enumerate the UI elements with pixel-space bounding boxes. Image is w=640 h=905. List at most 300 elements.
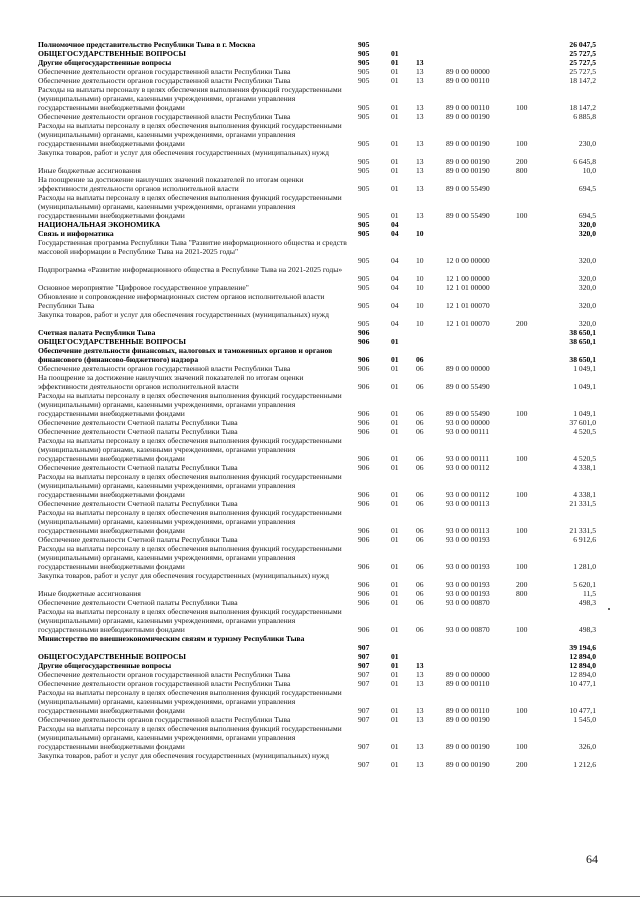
table-row xyxy=(0,40,640,49)
column-glava: 905 xyxy=(358,274,370,283)
column-podrazdel: 10 xyxy=(416,274,424,283)
column-glava: 906 xyxy=(358,490,370,499)
column-amount: 38 650,1 xyxy=(569,328,596,337)
column-target-article: 89 0 00 00110 xyxy=(446,76,490,85)
table-row xyxy=(0,499,640,508)
column-amount: 5 620,1 xyxy=(573,580,596,589)
column-amount: 25 727,5 xyxy=(569,67,596,76)
column-target-article: 93 0 00 00193 xyxy=(446,589,490,598)
column-razdel: 01 xyxy=(391,535,399,544)
row-name: Обеспечение деятельности органов государственной власти Республики Тыва xyxy=(38,67,291,76)
column-target-article: 89 0 00 55490 xyxy=(446,409,490,418)
table-row xyxy=(0,751,640,769)
column-podrazdel: 13 xyxy=(416,211,424,220)
column-expense-type: 200 xyxy=(516,580,528,589)
column-expense-type: 100 xyxy=(516,211,528,220)
column-amount: 38 650,1 xyxy=(569,337,596,346)
column-glava: 905 xyxy=(358,283,370,292)
table-row xyxy=(0,58,640,67)
column-razdel: 01 xyxy=(391,652,399,661)
table-row xyxy=(0,472,640,499)
column-razdel: 01 xyxy=(391,562,399,571)
column-expense-type: 800 xyxy=(516,589,528,598)
column-target-article: 12 1 01 00000 xyxy=(446,283,490,292)
row-name: Расходы на выплаты персоналу в целях обеспечения выполнения функций государственными (муниципальными) органами, казенными учреждениями, органами управления государственными внебюджетными фондами xyxy=(38,508,342,535)
column-amount: 12 894,0 xyxy=(569,652,596,661)
table-row xyxy=(0,535,640,544)
column-razdel: 01 xyxy=(391,355,399,364)
column-amount: 694,5 xyxy=(578,184,596,193)
row-name: Расходы на выплаты персоналу в целях обеспечения выполнения функций государственными (муниципальными) органами, казенными учреждениями, органами управления государственными внебюджетными фондами xyxy=(38,688,342,715)
column-podrazdel: 06 xyxy=(416,418,424,427)
table-row xyxy=(0,661,640,670)
column-glava: 905 xyxy=(358,49,370,58)
table-row xyxy=(0,67,640,76)
row-name: Обеспечение деятельности органов государственной власти Республики Тыва xyxy=(38,715,291,724)
column-target-article: 12 1 00 00000 xyxy=(446,274,490,283)
table-row xyxy=(0,634,640,652)
column-glava: 905 xyxy=(358,40,370,49)
table-row xyxy=(0,49,640,58)
column-razdel: 01 xyxy=(391,589,399,598)
column-glava: 906 xyxy=(358,589,370,598)
column-glava: 906 xyxy=(358,463,370,472)
column-amount: 12 894,0 xyxy=(569,670,596,679)
column-razdel: 01 xyxy=(391,526,399,535)
table-row xyxy=(0,652,640,661)
column-target-article: 93 0 00 00113 xyxy=(446,499,490,508)
column-amount: 39 194,6 xyxy=(569,643,596,652)
column-glava: 906 xyxy=(358,409,370,418)
column-amount: 4 520,5 xyxy=(573,454,596,463)
column-amount: 21 331,5 xyxy=(569,526,596,535)
column-podrazdel: 10 xyxy=(416,256,424,265)
column-podrazdel: 13 xyxy=(416,661,424,670)
column-expense-type: 100 xyxy=(516,139,528,148)
column-glava: 906 xyxy=(358,364,370,373)
column-glava: 905 xyxy=(358,229,370,238)
table-row xyxy=(0,229,640,238)
column-target-article: 93 0 00 00112 xyxy=(446,463,490,472)
column-glava: 907 xyxy=(358,679,370,688)
row-name: Полномочное представительство Республики Тыва в г. Москва xyxy=(38,40,256,49)
page-bottom-rule xyxy=(0,896,640,897)
column-razdel: 04 xyxy=(391,256,399,265)
column-amount: 18 147,2 xyxy=(569,103,596,112)
column-amount: 38 650,1 xyxy=(569,355,596,364)
table-row xyxy=(0,724,640,751)
column-razdel: 04 xyxy=(391,220,399,229)
row-name: Расходы на выплаты персоналу в целях обеспечения выполнения функций государственными (муниципальными) органами, казенными учреждениями, органами управления государственными внебюджетными фондами xyxy=(38,85,342,112)
column-glava: 907 xyxy=(358,742,370,751)
table-row xyxy=(0,688,640,715)
column-razdel: 04 xyxy=(391,274,399,283)
column-razdel: 01 xyxy=(391,409,399,418)
column-expense-type: 200 xyxy=(516,319,528,328)
column-glava: 907 xyxy=(358,652,370,661)
column-amount: 1 049,1 xyxy=(573,364,596,373)
column-glava: 906 xyxy=(358,598,370,607)
row-name: Закупка товаров, работ и услуг для обеспечения государственных (муниципальных) нужд xyxy=(38,571,329,580)
row-name: Обеспечение деятельности Счетной палаты Республики Тыва xyxy=(38,499,238,508)
column-target-article: 89 0 00 00000 xyxy=(446,364,490,373)
column-target-article: 89 0 00 00190 xyxy=(446,742,490,751)
column-glava: 906 xyxy=(358,535,370,544)
column-expense-type: 100 xyxy=(516,526,528,535)
column-amount: 320,0 xyxy=(578,220,596,229)
column-podrazdel: 13 xyxy=(416,112,424,121)
column-podrazdel: 13 xyxy=(416,670,424,679)
table-row xyxy=(0,418,640,427)
row-name: Государственная программа Республики Тыва "Развитие информационного общества и средств массовой информации в Республике Тыва на 2021-2025 годы" xyxy=(38,238,347,256)
column-podrazdel: 13 xyxy=(416,742,424,751)
table-row xyxy=(0,670,640,679)
column-amount: 6 885,8 xyxy=(573,112,596,121)
column-amount: 10 477,1 xyxy=(569,706,596,715)
table-row xyxy=(0,391,640,418)
column-razdel: 01 xyxy=(391,337,399,346)
column-target-article: 89 0 00 00000 xyxy=(446,67,490,76)
column-razdel: 01 xyxy=(391,184,399,193)
column-glava: 906 xyxy=(358,418,370,427)
column-expense-type: 100 xyxy=(516,625,528,634)
column-podrazdel: 06 xyxy=(416,355,424,364)
row-name: Обеспечение деятельности Счетной палаты Республики Тыва xyxy=(38,535,238,544)
column-amount: 320,0 xyxy=(578,301,596,310)
table-row xyxy=(0,508,640,535)
column-amount: 37 601,0 xyxy=(569,418,596,427)
column-glava: 906 xyxy=(358,382,370,391)
column-glava: 905 xyxy=(358,58,370,67)
row-name: Расходы на выплаты персоналу в целях обеспечения выполнения функций государственными (муниципальными) органами, казенными учреждениями, органами управления государственными внебюджетными фондами xyxy=(38,544,342,571)
column-target-article: 89 0 00 55490 xyxy=(446,211,490,220)
table-row xyxy=(0,175,640,193)
column-expense-type: 800 xyxy=(516,166,528,175)
table-row xyxy=(0,544,640,571)
column-amount: 4 338,1 xyxy=(573,463,596,472)
column-glava: 907 xyxy=(358,715,370,724)
table-row xyxy=(0,427,640,436)
column-podrazdel: 06 xyxy=(416,382,424,391)
column-amount: 10 477,1 xyxy=(569,679,596,688)
column-glava: 906 xyxy=(358,328,370,337)
column-podrazdel: 06 xyxy=(416,526,424,535)
table-row xyxy=(0,193,640,220)
table-row xyxy=(0,364,640,373)
row-name: Иные бюджетные ассигнования xyxy=(38,166,141,175)
column-target-article: 89 0 00 00110 xyxy=(446,103,490,112)
column-target-article: 89 0 00 00190 xyxy=(446,166,490,175)
column-razdel: 04 xyxy=(391,319,399,328)
column-razdel: 04 xyxy=(391,229,399,238)
column-amount: 11,5 xyxy=(582,589,596,598)
column-amount: 320,0 xyxy=(578,283,596,292)
column-glava: 905 xyxy=(358,166,370,175)
column-razdel: 01 xyxy=(391,499,399,508)
column-target-article: 93 0 00 00000 xyxy=(446,418,490,427)
column-podrazdel: 13 xyxy=(416,166,424,175)
column-target-article: 89 0 00 55490 xyxy=(446,382,490,391)
column-podrazdel: 13 xyxy=(416,139,424,148)
column-amount: 18 147,2 xyxy=(569,76,596,85)
table-row xyxy=(0,679,640,688)
column-podrazdel: 06 xyxy=(416,364,424,373)
column-amount: 6 912,6 xyxy=(573,535,596,544)
row-name: Министерство по внешнеэкономическим связям и туризму Республики Тыва xyxy=(38,634,305,643)
column-podrazdel: 06 xyxy=(416,427,424,436)
column-podrazdel: 13 xyxy=(416,706,424,715)
column-razdel: 01 xyxy=(391,58,399,67)
column-amount: 26 047,5 xyxy=(569,40,596,49)
column-podrazdel: 13 xyxy=(416,76,424,85)
table-row xyxy=(0,112,640,121)
table-row xyxy=(0,148,640,166)
row-name: Обеспечение деятельности Счетной палаты Республики Тыва xyxy=(38,427,238,436)
column-podrazdel: 13 xyxy=(416,679,424,688)
row-name: Расходы на выплаты персоналу в целях обеспечения выполнения функций государственными (муниципальными) органами, казенными учреждениями, органами управления государственными внебюджетными фондами xyxy=(38,121,342,148)
column-glava: 905 xyxy=(358,112,370,121)
table-row xyxy=(0,589,640,598)
column-razdel: 01 xyxy=(391,580,399,589)
row-name: Расходы на выплаты персоналу в целях обеспечения выполнения функций государственными (муниципальными) органами, казенными учреждениями, органами управления государственными внебюджетными фондами xyxy=(38,436,342,463)
column-glava: 907 xyxy=(358,670,370,679)
column-target-article: 93 0 00 00870 xyxy=(446,598,490,607)
table-row xyxy=(0,436,640,463)
table-row xyxy=(0,328,640,337)
column-glava: 906 xyxy=(358,454,370,463)
row-name: Другие общегосударственные вопросы xyxy=(38,661,172,670)
column-razdel: 01 xyxy=(391,463,399,472)
column-glava: 907 xyxy=(358,706,370,715)
row-name: Основное мероприятие "Цифровое государственное управление" xyxy=(38,283,249,292)
column-razdel: 01 xyxy=(391,661,399,670)
column-target-article: 93 0 00 00193 xyxy=(446,580,490,589)
table-row xyxy=(0,121,640,148)
column-glava: 905 xyxy=(358,139,370,148)
row-name: Обеспечение деятельности Счетной палаты Республики Тыва xyxy=(38,598,238,607)
row-name: Расходы на выплаты персоналу в целях обеспечения выполнения функций государственными (муниципальными) органами, казенными учреждениями, органами управления государственными внебюджетными фондами xyxy=(38,193,342,220)
column-glava: 905 xyxy=(358,220,370,229)
column-target-article: 93 0 00 00111 xyxy=(446,427,490,436)
column-expense-type: 100 xyxy=(516,490,528,499)
row-name: Обеспечение деятельности финансовых, налоговых и таможенных органов и органов финансового (финансово-бюджетного) надзора xyxy=(38,346,333,364)
column-glava: 905 xyxy=(358,184,370,193)
column-podrazdel: 13 xyxy=(416,103,424,112)
row-name: ОБЩЕГОСУДАРСТВЕННЫЕ ВОПРОСЫ xyxy=(38,337,186,346)
column-glava: 905 xyxy=(358,76,370,85)
row-name: Другие общегосударственные вопросы xyxy=(38,58,172,67)
column-podrazdel: 10 xyxy=(416,283,424,292)
column-amount: 320,0 xyxy=(578,256,596,265)
column-target-article: 93 0 00 00112 xyxy=(446,490,490,499)
column-podrazdel: 06 xyxy=(416,625,424,634)
column-podrazdel: 06 xyxy=(416,598,424,607)
table-row xyxy=(0,346,640,364)
column-amount: 320,0 xyxy=(578,319,596,328)
row-name: Подпрограмма «Развитие информационного общества в Республике Тыва на 2021-2025 годы» xyxy=(38,265,343,274)
column-razdel: 01 xyxy=(391,742,399,751)
column-target-article: 12 0 00 00000 xyxy=(446,256,490,265)
column-glava: 905 xyxy=(358,301,370,310)
row-name: Обеспечение деятельности органов государственной власти Республики Тыва xyxy=(38,112,291,121)
table-row xyxy=(0,76,640,85)
column-amount: 230,0 xyxy=(578,139,596,148)
row-name: На поощрение за достижение наилучших значений показателей по итогам оценки эффективности деятельности органов исполнительной власти xyxy=(38,373,304,391)
row-name: Обеспечение деятельности Счетной палаты Республики Тыва xyxy=(38,418,238,427)
column-podrazdel: 06 xyxy=(416,589,424,598)
column-glava: 906 xyxy=(358,625,370,634)
column-razdel: 01 xyxy=(391,454,399,463)
column-podrazdel: 06 xyxy=(416,490,424,499)
row-name: Расходы на выплаты персоналу в целях обеспечения выполнения функций государственными (муниципальными) органами, казенными учреждениями, органами управления государственными внебюджетными фондами xyxy=(38,472,342,499)
column-target-article: 89 0 00 55490 xyxy=(446,184,490,193)
row-name: ОБЩЕГОСУДАРСТВЕННЫЕ ВОПРОСЫ xyxy=(38,652,186,661)
column-target-article: 89 0 00 00190 xyxy=(446,112,490,121)
column-expense-type: 200 xyxy=(516,760,528,769)
column-podrazdel: 10 xyxy=(416,301,424,310)
column-glava: 906 xyxy=(358,526,370,535)
column-glava: 907 xyxy=(358,643,370,652)
table-row xyxy=(0,238,640,265)
column-podrazdel: 06 xyxy=(416,454,424,463)
row-name: Расходы на выплаты персоналу в целях обеспечения выполнения функций государственными (муниципальными) органами, казенными учреждениями, органами управления государственными внебюджетными фондами xyxy=(38,391,342,418)
row-name: Счетная палата Республики Тыва xyxy=(38,328,156,337)
column-glava: 905 xyxy=(358,256,370,265)
column-podrazdel: 13 xyxy=(416,715,424,724)
column-podrazdel: 13 xyxy=(416,58,424,67)
column-podrazdel: 13 xyxy=(416,184,424,193)
table-row xyxy=(0,598,640,607)
row-name: Обновление и сопровождение информационных систем органов исполнительной власти Республики Тыва xyxy=(38,292,325,310)
column-razdel: 01 xyxy=(391,715,399,724)
column-razdel: 01 xyxy=(391,418,399,427)
table-row xyxy=(0,283,640,292)
column-expense-type: 100 xyxy=(516,454,528,463)
table-row xyxy=(0,310,640,328)
table-row xyxy=(0,220,640,229)
column-razdel: 01 xyxy=(391,211,399,220)
column-razdel: 01 xyxy=(391,76,399,85)
column-expense-type: 100 xyxy=(516,103,528,112)
column-glava: 907 xyxy=(358,760,370,769)
column-target-article: 89 0 00 00110 xyxy=(446,679,490,688)
column-amount: 694,5 xyxy=(578,211,596,220)
table-row xyxy=(0,337,640,346)
column-amount: 12 894,0 xyxy=(569,661,596,670)
column-razdel: 01 xyxy=(391,49,399,58)
column-target-article: 93 0 00 00193 xyxy=(446,562,490,571)
column-glava: 906 xyxy=(358,337,370,346)
column-podrazdel: 13 xyxy=(416,760,424,769)
column-target-article: 89 0 00 00000 xyxy=(446,670,490,679)
margin-mark xyxy=(608,608,610,610)
column-glava: 906 xyxy=(358,580,370,589)
column-amount: 21 331,5 xyxy=(569,499,596,508)
column-podrazdel: 06 xyxy=(416,499,424,508)
column-amount: 10,0 xyxy=(582,166,596,175)
column-amount: 1 545,0 xyxy=(573,715,596,724)
column-amount: 320,0 xyxy=(578,274,596,283)
column-amount: 1 212,6 xyxy=(573,760,596,769)
column-expense-type: 100 xyxy=(516,409,528,418)
column-target-article: 12 1 01 00070 xyxy=(446,319,490,328)
column-razdel: 01 xyxy=(391,490,399,499)
column-target-article: 89 0 00 00190 xyxy=(446,715,490,724)
column-podrazdel: 06 xyxy=(416,562,424,571)
column-amount: 4 338,1 xyxy=(573,490,596,499)
column-target-article: 93 0 00 00111 xyxy=(446,454,490,463)
column-razdel: 01 xyxy=(391,598,399,607)
row-name: Расходы на выплаты персоналу в целях обеспечения выполнения функций государственными (муниципальными) органами, казенными учреждениями, органами управления государственными внебюджетными фондами xyxy=(38,724,342,751)
column-razdel: 01 xyxy=(391,625,399,634)
column-glava: 905 xyxy=(358,211,370,220)
column-target-article: 89 0 00 00190 xyxy=(446,139,490,148)
column-amount: 1 049,1 xyxy=(573,382,596,391)
table-row xyxy=(0,166,640,175)
column-target-article: 93 0 00 00870 xyxy=(446,625,490,634)
column-amount: 25 727,5 xyxy=(569,58,596,67)
column-expense-type: 100 xyxy=(516,706,528,715)
column-target-article: 93 0 00 00113 xyxy=(446,526,490,535)
column-target-article: 89 0 00 00190 xyxy=(446,157,490,166)
column-razdel: 01 xyxy=(391,67,399,76)
column-podrazdel: 13 xyxy=(416,67,424,76)
column-amount: 6 645,8 xyxy=(573,157,596,166)
column-podrazdel: 06 xyxy=(416,580,424,589)
column-glava: 906 xyxy=(358,427,370,436)
column-amount: 1 049,1 xyxy=(573,409,596,418)
table-row xyxy=(0,292,640,310)
row-name: Закупка товаров, работ и услуг для обеспечения государственных (муниципальных) нужд xyxy=(38,148,329,157)
page-number: 64 xyxy=(586,852,598,866)
column-amount: 4 520,5 xyxy=(573,427,596,436)
column-target-article: 89 0 00 00110 xyxy=(446,706,490,715)
column-glava: 906 xyxy=(358,562,370,571)
row-name: Обеспечение деятельности органов государственной власти Республики Тыва xyxy=(38,679,291,688)
row-name: Обеспечение деятельности Счетной палаты Республики Тыва xyxy=(38,463,238,472)
column-amount: 498,3 xyxy=(578,625,596,634)
column-target-article: 12 1 01 00070 xyxy=(446,301,490,310)
row-name: Обеспечение деятельности органов государственной власти Республики Тыва xyxy=(38,670,291,679)
column-amount: 498,3 xyxy=(578,598,596,607)
column-glava: 905 xyxy=(358,103,370,112)
table-row xyxy=(0,607,640,634)
column-podrazdel: 10 xyxy=(416,319,424,328)
column-razdel: 01 xyxy=(391,427,399,436)
column-razdel: 04 xyxy=(391,301,399,310)
column-amount: 1 281,0 xyxy=(573,562,596,571)
column-podrazdel: 06 xyxy=(416,463,424,472)
row-name: Иные бюджетные ассигнования xyxy=(38,589,141,598)
column-razdel: 04 xyxy=(391,283,399,292)
column-glava: 906 xyxy=(358,355,370,364)
column-razdel: 01 xyxy=(391,670,399,679)
column-expense-type: 200 xyxy=(516,157,528,166)
column-razdel: 01 xyxy=(391,364,399,373)
column-amount: 320,0 xyxy=(578,229,596,238)
column-razdel: 01 xyxy=(391,103,399,112)
row-name: Обеспечение деятельности органов государственной власти Республики Тыва xyxy=(38,76,291,85)
column-glava: 905 xyxy=(358,319,370,328)
column-podrazdel: 13 xyxy=(416,157,424,166)
table-row xyxy=(0,715,640,724)
row-name: На поощрение за достижение наилучших значений показателей по итогам оценки эффективности деятельности органов исполнительной власти xyxy=(38,175,304,193)
column-glava: 906 xyxy=(358,499,370,508)
column-razdel: 01 xyxy=(391,679,399,688)
column-podrazdel: 06 xyxy=(416,409,424,418)
table-row xyxy=(0,85,640,112)
column-razdel: 01 xyxy=(391,166,399,175)
